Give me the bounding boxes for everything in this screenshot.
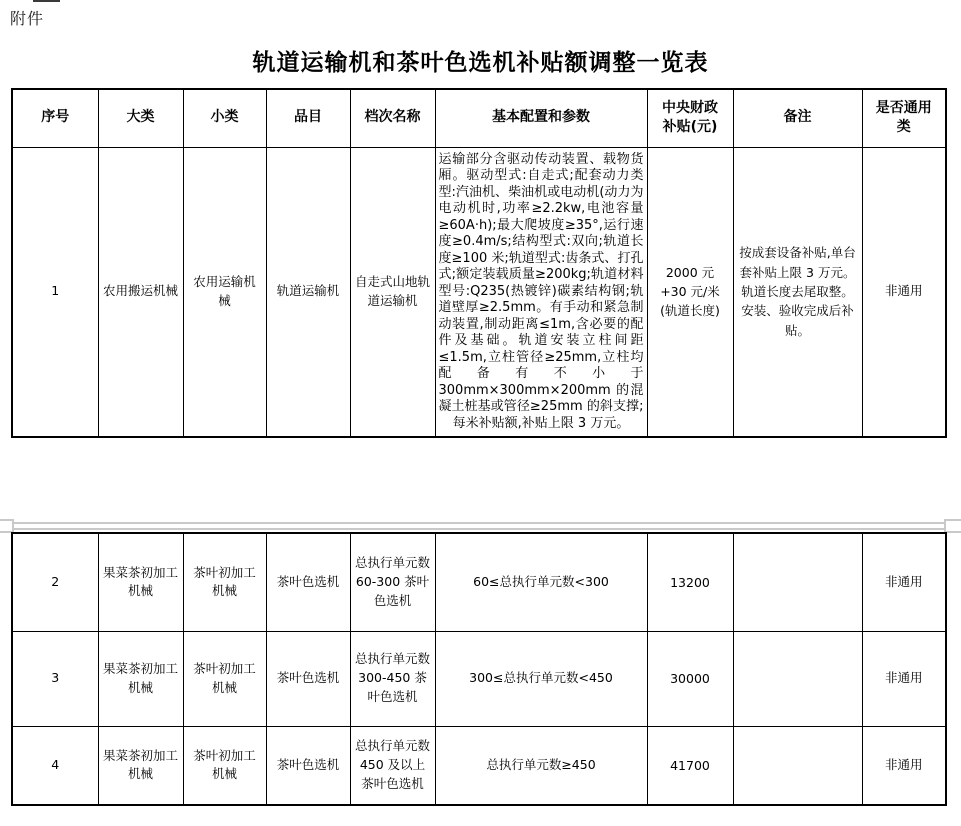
header-cell-specs[interactable]: 基本配置和参数 <box>435 89 647 147</box>
cell-no[interactable]: 3 <box>12 631 98 726</box>
cell-subsidy[interactable]: 41700 <box>647 726 733 805</box>
table-row <box>12 726 946 805</box>
cell-specs[interactable]: 300≤总执行单元数<450 <box>435 631 647 726</box>
header-cell-grade[interactable]: 档次名称 <box>350 89 435 147</box>
cell-item[interactable]: 茶叶色选机 <box>266 631 350 726</box>
cell-no[interactable]: 4 <box>12 726 98 805</box>
cell-remark[interactable] <box>733 631 862 726</box>
cell-subsidy[interactable]: 13200 <box>647 533 733 631</box>
attachment-label[interactable]: 附件 <box>10 9 45 28</box>
header-cell-category[interactable]: 大类 <box>98 89 183 147</box>
cell-universal[interactable]: 非通用 <box>862 147 946 437</box>
page-break-left-bracket <box>0 519 14 533</box>
cell-category[interactable]: 农用搬运机械 <box>98 147 183 437</box>
cell-item[interactable]: 茶叶色选机 <box>266 726 350 805</box>
header-cell-item[interactable]: 品目 <box>266 89 350 147</box>
header-cell-remark[interactable]: 备注 <box>733 89 862 147</box>
table-row <box>12 631 946 726</box>
cell-subcategory[interactable]: 农用运输机械 <box>183 147 266 437</box>
table-row <box>12 533 946 631</box>
cell-remark[interactable] <box>733 726 862 805</box>
cell-grade[interactable]: 总执行单元数 450 及以上茶叶色选机 <box>350 726 435 805</box>
table-row <box>12 147 946 437</box>
cell-subcategory[interactable]: 茶叶初加工机械 <box>183 533 266 631</box>
cell-universal[interactable]: 非通用 <box>862 533 946 631</box>
cell-item[interactable]: 茶叶色选机 <box>266 533 350 631</box>
cell-remark[interactable] <box>733 533 862 631</box>
cell-subcategory[interactable]: 茶叶初加工机械 <box>183 726 266 805</box>
cell-universal[interactable]: 非通用 <box>862 726 946 805</box>
cell-specs[interactable]: 总执行单元数≥450 <box>435 726 647 805</box>
page-break-right-bracket <box>944 519 961 533</box>
cell-grade[interactable]: 总执行单元数 300-450 茶叶色选机 <box>350 631 435 726</box>
cell-subsidy[interactable]: 2000 元+30 元/米(轨道长度) <box>647 147 733 437</box>
subsidy-table-part-2 <box>11 532 947 806</box>
cell-universal[interactable]: 非通用 <box>862 631 946 726</box>
page-title[interactable]: 轨道运输机和茶叶色选机补贴额调整一览表 <box>252 50 709 76</box>
cell-subsidy[interactable]: 30000 <box>647 631 733 726</box>
header-cell-subsidy[interactable]: 中央财政补贴(元) <box>647 89 733 147</box>
page-break-line-bottom <box>0 528 961 530</box>
cell-specs[interactable]: 运输部分含驱动传动装置、载物货厢。驱动型式:自走式;配套动力类型:汽油机、柴油机或电动机(动力为电动机时,功率≥2.2kw,电池容量≥60A·h);最大爬坡度≥35°,运行速度≥0.4m/s;结构型式:双向;轨道长度≥100 米;轨道型式:齿条式、打孔式;额定装载质量≥200kg;轨道材料型号:Q235(热镀锌)碳素结构钢;轨道壁厚≥2.5mm。有手动和紧急制动装置,制动距离≤1m,含必要的配件及基础。轨道安装立柱间距≤1.5m,立柱管径≥25mm,立柱均配备有不小于 300mm×300mm×200mm 的混凝土桩基或管径≥25mm 的斜支撑;每米补贴额,补贴上限 3 万元。 <box>435 147 647 437</box>
cell-category[interactable]: 果菜茶初加工机械 <box>98 533 183 631</box>
cell-remark[interactable]: 按成套设备补贴,单台套补贴上限 3 万元。轨道长度去尾取整。安装、验收完成后补贴。 <box>733 147 862 437</box>
table-header-row <box>12 89 946 147</box>
window-edge-fragment <box>33 0 60 2</box>
cell-category[interactable]: 果菜茶初加工机械 <box>98 631 183 726</box>
page-break-line-top <box>0 522 961 524</box>
header-cell-universal[interactable]: 是否通用类 <box>862 89 946 147</box>
header-cell-no[interactable]: 序号 <box>12 89 98 147</box>
cell-grade[interactable]: 总执行单元数 60-300 茶叶色选机 <box>350 533 435 631</box>
cell-subcategory[interactable]: 茶叶初加工机械 <box>183 631 266 726</box>
cell-item[interactable]: 轨道运输机 <box>266 147 350 437</box>
cell-specs[interactable]: 60≤总执行单元数<300 <box>435 533 647 631</box>
cell-category[interactable]: 果菜茶初加工机械 <box>98 726 183 805</box>
header-cell-subcategory[interactable]: 小类 <box>183 89 266 147</box>
cell-no[interactable]: 2 <box>12 533 98 631</box>
subsidy-table-part-1 <box>11 88 947 438</box>
cell-no[interactable]: 1 <box>12 147 98 437</box>
cell-grade[interactable]: 自走式山地轨道运输机 <box>350 147 435 437</box>
